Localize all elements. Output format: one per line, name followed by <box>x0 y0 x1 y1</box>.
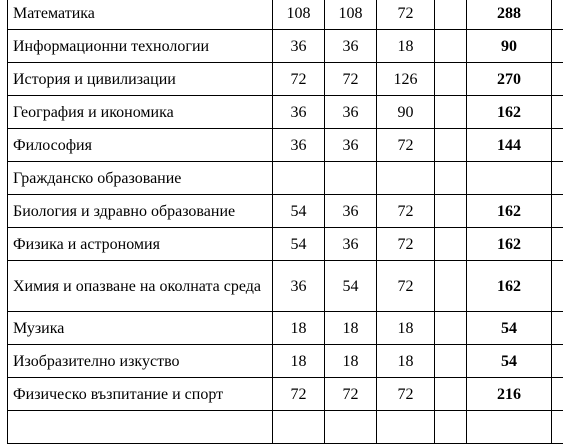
subject-cell: Музика <box>8 312 273 345</box>
hours-cell-3: 18 <box>377 30 435 63</box>
total-cell: 54 <box>467 345 552 378</box>
trailing-cell <box>552 228 563 261</box>
hours-cell-3: 18 <box>377 312 435 345</box>
table-row <box>8 411 563 444</box>
table-row <box>8 63 563 96</box>
hours-cell-4 <box>435 261 467 312</box>
total-cell: 144 <box>467 129 552 162</box>
table-row <box>8 345 563 378</box>
hours-cell-1: 36 <box>273 30 325 63</box>
hours-cell-2: 72 <box>325 378 377 411</box>
hours-cell-2 <box>325 162 377 195</box>
subject-cell: Гражданско образование <box>8 162 273 195</box>
hours-cell-4 <box>435 63 467 96</box>
hours-cell-3: 72 <box>377 195 435 228</box>
table-row <box>8 30 563 63</box>
table-row <box>8 129 563 162</box>
curriculum-table <box>7 0 563 444</box>
hours-cell-4 <box>435 195 467 228</box>
hours-cell-2: 36 <box>325 96 377 129</box>
hours-cell-1: 36 <box>273 129 325 162</box>
table-row <box>8 228 563 261</box>
trailing-cell <box>552 96 563 129</box>
total-cell: 90 <box>467 30 552 63</box>
hours-cell-4 <box>435 228 467 261</box>
trailing-cell <box>552 378 563 411</box>
subject-cell: История и цивилизации <box>8 63 273 96</box>
curriculum-table-body <box>8 0 563 444</box>
hours-cell-2: 36 <box>325 195 377 228</box>
hours-cell-2: 18 <box>325 312 377 345</box>
trailing-cell <box>552 30 563 63</box>
hours-cell-1: 18 <box>273 345 325 378</box>
hours-cell-4 <box>435 0 467 30</box>
total-cell: 270 <box>467 63 552 96</box>
hours-cell-1 <box>273 411 325 444</box>
table-row <box>8 261 563 312</box>
total-cell: 288 <box>467 0 552 30</box>
subject-cell: Математика <box>8 0 273 30</box>
trailing-cell <box>552 345 563 378</box>
hours-cell-2: 36 <box>325 228 377 261</box>
hours-cell-4 <box>435 96 467 129</box>
hours-cell-3: 72 <box>377 0 435 30</box>
total-cell: 54 <box>467 312 552 345</box>
hours-cell-4 <box>435 378 467 411</box>
hours-cell-2 <box>325 411 377 444</box>
total-cell: 216 <box>467 378 552 411</box>
hours-cell-4 <box>435 411 467 444</box>
subject-cell: Информационни технологии <box>8 30 273 63</box>
table-row <box>8 162 563 195</box>
trailing-cell <box>552 312 563 345</box>
table-row <box>8 378 563 411</box>
subject-cell: География и икономика <box>8 96 273 129</box>
total-cell <box>467 162 552 195</box>
trailing-cell <box>552 195 563 228</box>
hours-cell-3: 72 <box>377 228 435 261</box>
hours-cell-3: 72 <box>377 261 435 312</box>
trailing-cell <box>552 129 563 162</box>
subject-cell <box>8 411 273 444</box>
hours-cell-2: 36 <box>325 129 377 162</box>
hours-cell-3: 72 <box>377 378 435 411</box>
trailing-cell <box>552 63 563 96</box>
subject-cell: Философия <box>8 129 273 162</box>
subject-cell: Изобразително изкуство <box>8 345 273 378</box>
hours-cell-1: 18 <box>273 312 325 345</box>
subject-cell: Биология и здравно образование <box>8 195 273 228</box>
total-cell <box>467 411 552 444</box>
hours-cell-1 <box>273 162 325 195</box>
trailing-cell <box>552 162 563 195</box>
hours-cell-4 <box>435 162 467 195</box>
total-cell: 162 <box>467 228 552 261</box>
hours-cell-1: 36 <box>273 96 325 129</box>
total-cell: 162 <box>467 261 552 312</box>
hours-cell-3: 72 <box>377 129 435 162</box>
subject-cell: Физическо възпитание и спорт <box>8 378 273 411</box>
trailing-cell <box>552 0 563 30</box>
hours-cell-2: 108 <box>325 0 377 30</box>
hours-cell-1: 36 <box>273 261 325 312</box>
subject-cell: Физика и астрономия <box>8 228 273 261</box>
table-row <box>8 96 563 129</box>
hours-cell-3 <box>377 411 435 444</box>
hours-cell-3: 126 <box>377 63 435 96</box>
hours-cell-2: 72 <box>325 63 377 96</box>
hours-cell-2: 18 <box>325 345 377 378</box>
hours-cell-4 <box>435 129 467 162</box>
table-row <box>8 195 563 228</box>
hours-cell-1: 54 <box>273 228 325 261</box>
trailing-cell <box>552 261 563 312</box>
total-cell: 162 <box>467 96 552 129</box>
trailing-cell <box>552 411 563 444</box>
hours-cell-4 <box>435 312 467 345</box>
hours-cell-1: 54 <box>273 195 325 228</box>
hours-cell-4 <box>435 30 467 63</box>
hours-cell-1: 108 <box>273 0 325 30</box>
hours-cell-3 <box>377 162 435 195</box>
total-cell: 162 <box>467 195 552 228</box>
hours-cell-1: 72 <box>273 63 325 96</box>
hours-cell-3: 18 <box>377 345 435 378</box>
hours-cell-2: 36 <box>325 30 377 63</box>
table-row <box>8 0 563 30</box>
hours-cell-2: 54 <box>325 261 377 312</box>
table-row <box>8 312 563 345</box>
hours-cell-4 <box>435 345 467 378</box>
hours-cell-3: 90 <box>377 96 435 129</box>
hours-cell-1: 72 <box>273 378 325 411</box>
subject-cell: Химия и опазване на околната среда <box>8 261 273 312</box>
